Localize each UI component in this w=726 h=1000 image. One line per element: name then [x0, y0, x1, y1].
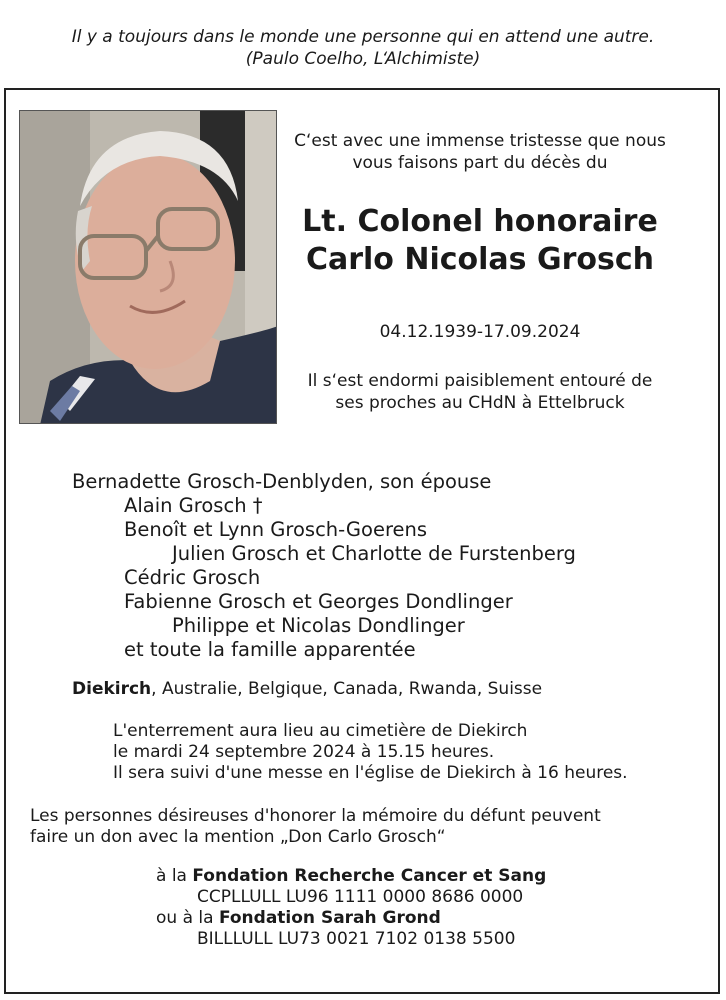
- deceased-name: Carlo Nicolas Grosch: [305, 242, 655, 277]
- bank-accounts: [156, 866, 546, 950]
- donation-line-2: faire un don avec la mention „Don Carlo Grosch“: [30, 827, 446, 847]
- family-member: Fabienne Grosch et Georges Dondlinger: [124, 590, 513, 613]
- donation-text: [30, 806, 601, 848]
- passing-line-2: ses proches au CHdN à Ettelbruck: [335, 393, 625, 413]
- places-line: [72, 679, 542, 699]
- announcement-intro: [280, 130, 680, 174]
- funeral-line-2: le mardi 24 septembre 2024 à 15.15 heures.: [113, 742, 495, 762]
- bank-iban: BILLLULL LU73 0021 7102 0138 5500: [197, 929, 516, 949]
- bank-name: Fondation Sarah Grond: [218, 908, 441, 928]
- family-member: Benoît et Lynn Grosch-Goerens: [124, 518, 428, 541]
- quote-text: Il y a toujours dans le monde une personne qui en attend une autre.: [71, 27, 655, 47]
- passing-line-1: Il s‘est endormi paisiblement entouré de: [307, 371, 653, 391]
- bank-entry: [156, 866, 546, 887]
- family-member: Julien Grosch et Charlotte de Furstenberg: [172, 542, 576, 565]
- donation-line-1: Les personnes désireuses d'honorer la mémoire du défunt peuvent: [30, 806, 601, 826]
- funeral-line-3: Il sera suivi d'une messe en l'église de Diekirch à 16 heures.: [113, 763, 628, 783]
- funeral-line-1: L'enterrement aura lieu au cimetière de Diekirch: [113, 721, 528, 741]
- portrait-illustration: [20, 111, 277, 424]
- family-member: Bernadette Grosch-Denblyden, son épouse: [72, 470, 492, 493]
- intro-line-1: C‘est avec une immense tristesse que nous: [294, 131, 666, 151]
- life-dates: 04.12.1939-17.09.2024: [379, 322, 581, 342]
- bank-name: Fondation Recherche Cancer et Sang: [192, 866, 547, 886]
- funeral-details: [113, 721, 628, 784]
- passing-text: [280, 370, 680, 414]
- family-member: Cédric Grosch: [124, 566, 261, 589]
- deceased-name-block: [280, 203, 680, 279]
- intro-line-2: vous faisons part du décès du: [352, 153, 608, 173]
- family-list: [72, 470, 576, 662]
- quote-source: (Paulo Coelho, L‘Alchimiste): [245, 49, 481, 69]
- places-rest: , Australie, Belgique, Canada, Rwanda, Suisse: [151, 679, 543, 699]
- bank-prefix: à la: [156, 866, 193, 886]
- portrait-photo: [19, 110, 277, 424]
- epigraph-quote: [0, 26, 726, 70]
- family-member: et toute la famille apparentée: [124, 638, 416, 661]
- deceased-title: Lt. Colonel honoraire: [302, 204, 658, 239]
- family-member: Philippe et Nicolas Dondlinger: [172, 614, 465, 637]
- family-member: Alain Grosch †: [124, 494, 263, 517]
- bank-entry: [156, 908, 546, 929]
- place-main: Diekirch: [72, 679, 152, 699]
- bank-prefix: ou à la: [156, 908, 219, 928]
- bank-iban: CCPLLULL LU96 1111 0000 8686 0000: [197, 887, 524, 907]
